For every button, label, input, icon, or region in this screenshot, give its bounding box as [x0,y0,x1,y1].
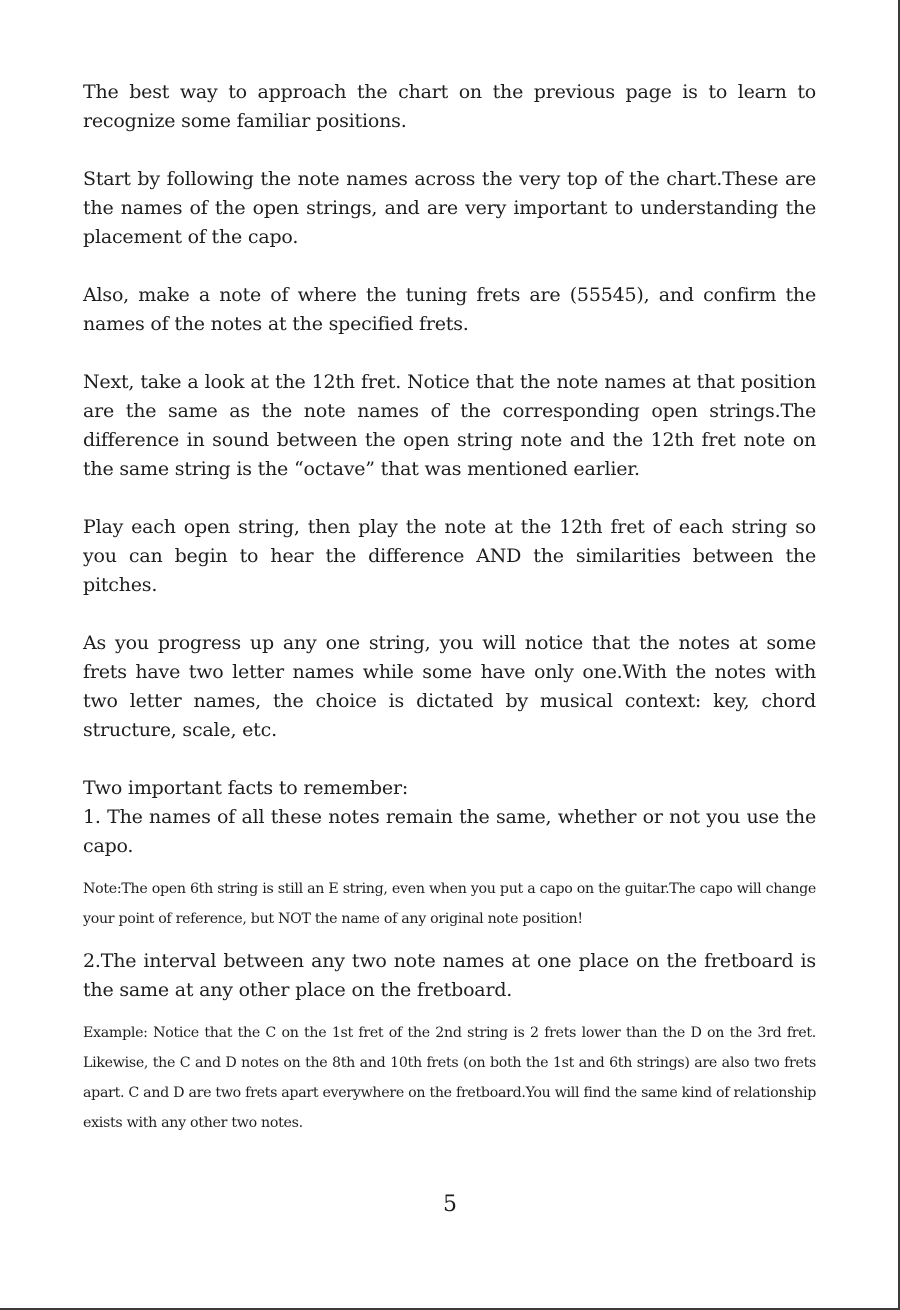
example-intervals: Example: Notice that the C on the 1st fret of the 2nd string is 2 frets lower than the D on the 3rd fret. Likewise, the C and D notes on the 8th and 10th frets (on both the 1st and 6th strings) are also two frets apart. C and D are two frets apart everywhere on the fretboard.You will find the same kind of relationship exists with any other two notes. [83,1025,816,1131]
paragraph-letter-names: As you progress up any one string, you will notice that the notes at some frets have two letter names while some have only one.With the notes with two letter names, the choice is dictated by musical context: key, chord structure, scale, etc. [83,632,816,741]
paragraph-tuning-frets: Also, make a note of where the tuning frets are (55545), and confirm the names of the notes at the specified frets. [83,284,816,335]
note-capo: Note:The open 6th string is still an E string, even when you put a capo on the guitar.The capo will change your point of reference, but NOT the name of any original note position! [83,881,816,927]
paragraph-chart-approach: The best way to approach the chart on the previous page is to learn to recognize some familiar positions. [83,81,816,132]
page-number: 5 [443,1192,457,1217]
fact-2: 2.The interval between any two note names at one place on the fretboard is the same at any other place on the fretboard. [83,950,816,1001]
paragraph-open-strings: Start by following the note names across the very top of the chart.These are the names of the open strings, and are very important to understanding the placement of the capo. [83,168,816,248]
paragraph-12th-fret: Next, take a look at the 12th fret. Notice that the note names at that position are the same as the note names of the corresponding open strings.The difference in sound between the open string note and the 12th fret note on the same string is the “octave” that was mentioned earlier. [83,371,816,480]
paragraph-play-open-strings: Play each open string, then play the note at the 12th fret of each string so you can begin to hear the difference AND the similarities between the pitches. [83,516,816,596]
facts-intro: Two important facts to remember: [83,777,409,799]
page-body [83,78,816,1138]
fact-1: 1. The names of all these notes remain the same, whether or not you use the capo. [83,806,816,857]
